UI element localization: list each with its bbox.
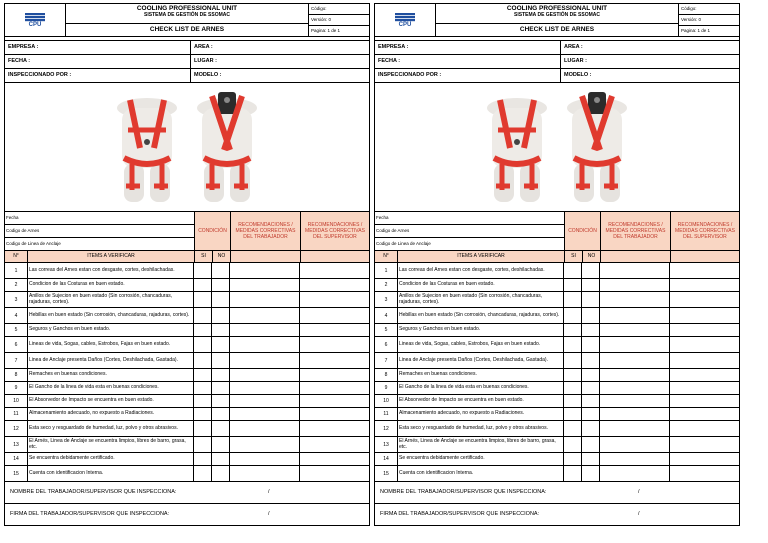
condicion-header: CONDICIÓN	[195, 212, 231, 250]
item-number: 6	[5, 337, 28, 352]
item-text: Almacenamiento adecuado, no expuesto a Radiaciones.	[28, 408, 194, 420]
rec-trabajador-cell[interactable]	[600, 466, 670, 481]
no-checkbox[interactable]	[582, 395, 600, 407]
item-text: El Gancho de la linea de vida esta en buenas condiciones.	[28, 382, 194, 394]
si-checkbox[interactable]	[564, 382, 582, 394]
no-checkbox[interactable]	[212, 279, 230, 291]
item-number: 13	[375, 437, 398, 452]
item-text: Seguros y Ganchos en buen estado.	[28, 324, 194, 336]
si-checkbox[interactable]	[564, 353, 582, 368]
rec-trabajador-cell[interactable]	[230, 369, 300, 381]
nombre-label: NOMBRE DEL TRABAJADOR/SUPERVISOR QUE INSPECCIONA:	[380, 489, 547, 495]
nombre-row[interactable]: NOMBRE DEL TRABAJADOR/SUPERVISOR QUE INSPECCIONA: /	[375, 482, 739, 504]
no-checkbox[interactable]	[212, 453, 230, 465]
item-text: Anillos de Sujecion en buen estado (Sin corrosión, chancaduras, rajaduras, cortes).	[28, 292, 194, 307]
si-checkbox[interactable]	[194, 337, 212, 352]
item-text: El Absorvedor de Impacto se encuentra en buen estado.	[28, 395, 194, 407]
item-number: 14	[375, 453, 398, 465]
area-field[interactable]: AREA :	[564, 44, 583, 50]
item-number: 12	[5, 421, 28, 436]
si-checkbox[interactable]	[564, 308, 582, 323]
item-number: 2	[5, 279, 28, 291]
rec-trabajador-cell[interactable]	[600, 337, 670, 352]
rec-supervisor-cell[interactable]	[300, 453, 369, 465]
table-row	[375, 263, 739, 279]
item-text: Cuenta con identificacion Interna.	[398, 466, 564, 481]
item-text: Las correas del Arnes estan con desgaste, cortes, deshilachadas.	[398, 263, 564, 278]
no-checkbox[interactable]	[582, 308, 600, 323]
item-number: 12	[375, 421, 398, 436]
item-text: Condicion de las Costuras en buen estado.	[28, 279, 194, 291]
rec-trabajador-cell[interactable]	[600, 279, 670, 291]
rec-trabajador-header: RECOMENDACIONES / MEDIDAS CORRECTIVAS DEL TRABAJADOR	[601, 212, 671, 250]
item-text: Condicion de las Costuras en buen estado.	[398, 279, 564, 291]
si-checkbox[interactable]	[194, 437, 212, 452]
table-row	[375, 408, 739, 421]
si-checkbox[interactable]	[564, 466, 582, 481]
document-title: CHECK LIST DE ARNES	[149, 26, 225, 33]
rec-trabajador-cell[interactable]	[230, 453, 300, 465]
rec-supervisor-cell[interactable]	[300, 466, 369, 481]
si-checkbox[interactable]	[194, 292, 212, 307]
item-text: Remaches en buenas condiciones.	[398, 369, 564, 381]
doc-page: Pagina: 1 de 1	[681, 28, 711, 33]
items-list	[375, 263, 739, 482]
si-checkbox[interactable]	[194, 324, 212, 336]
si-checkbox[interactable]	[194, 308, 212, 323]
item-text: Se encuentra debidamente certificado.	[398, 453, 564, 465]
item-number: 8	[5, 369, 28, 381]
harness-image	[472, 86, 642, 208]
fecha-label: Fecha	[375, 212, 564, 225]
si-checkbox[interactable]	[564, 292, 582, 307]
no-checkbox[interactable]	[212, 408, 230, 420]
item-number: 15	[375, 466, 398, 481]
rec-supervisor-cell[interactable]	[670, 263, 739, 278]
table-row	[5, 324, 369, 337]
item-number: 3	[5, 292, 28, 307]
no-checkbox[interactable]	[212, 308, 230, 323]
table-row	[5, 421, 369, 437]
item-number: 15	[5, 466, 28, 481]
si-checkbox[interactable]	[194, 421, 212, 436]
rec-trabajador-cell[interactable]	[600, 453, 670, 465]
item-text: El Absorvedor de Impacto se encuentra en buen estado.	[398, 395, 564, 407]
table-row	[375, 466, 739, 482]
table-row	[375, 292, 739, 308]
rec-supervisor-cell[interactable]	[300, 382, 369, 394]
rec-supervisor-cell[interactable]	[670, 292, 739, 307]
rec-trabajador-cell[interactable]	[230, 382, 300, 394]
lugar-field[interactable]: LUGAR :	[564, 58, 587, 64]
item-number: 5	[5, 324, 28, 336]
si-checkbox[interactable]	[564, 324, 582, 336]
inspeccionado-field[interactable]: INSPECCIONADO POR :	[375, 69, 561, 82]
company-logo	[5, 4, 66, 36]
item-number: 10	[375, 395, 398, 407]
no-checkbox[interactable]	[582, 421, 600, 436]
si-checkbox[interactable]	[564, 408, 582, 420]
item-text: Seguros y Ganchos en buen estado.	[398, 324, 564, 336]
logo-text: CPU	[398, 22, 412, 28]
item-text: El Arnés, Linea de Anclaje se encuentra limpios, libres de barro, grasa, etc.	[398, 437, 564, 452]
si-checkbox[interactable]	[194, 353, 212, 368]
no-checkbox[interactable]	[582, 466, 600, 481]
item-text: Hebillas en buen estado (Sin corrosión, chancaduras, rajaduras, cortes).	[398, 308, 564, 323]
rec-trabajador-cell[interactable]	[230, 421, 300, 436]
item-number: 3	[375, 292, 398, 307]
items-header: ITEMS A VERIFICAR	[398, 251, 565, 262]
rec-supervisor-cell[interactable]	[300, 263, 369, 278]
item-number: 7	[5, 353, 28, 368]
harness-photo	[5, 83, 369, 212]
item-number: 13	[5, 437, 28, 452]
doc-version: Versión: 0	[679, 15, 739, 26]
rec-trabajador-cell[interactable]	[230, 466, 300, 481]
rec-trabajador-cell[interactable]	[230, 408, 300, 420]
table-row	[5, 279, 369, 292]
item-text: Lineas de vida, Sogas, cables, Estrobos, Fajas en buen estado.	[398, 337, 564, 352]
firma-label: FIRMA DEL TRABAJADOR/SUPERVISOR QUE INSPECCIONA:	[380, 511, 540, 517]
rec-supervisor-header: RECOMENDACIONES / MEDIDAS CORRECTIVAS DEL SUPERVISOR	[301, 212, 369, 250]
rec-trabajador-cell[interactable]	[600, 437, 670, 452]
si-checkbox[interactable]	[564, 395, 582, 407]
document-meta	[309, 4, 369, 36]
fecha-label: Fecha	[5, 212, 194, 225]
rec-trabajador-cell[interactable]	[230, 437, 300, 452]
rec-supervisor-cell[interactable]	[670, 337, 739, 352]
item-text: Linea de Anclaje presenta Daños (Cortes, Deshilachada, Gastada).	[28, 353, 194, 368]
rec-trabajador-cell[interactable]	[230, 337, 300, 352]
rec-supervisor-cell[interactable]	[670, 279, 739, 291]
inspeccionado-field[interactable]: INSPECCIONADO POR :	[5, 69, 191, 82]
table-row	[5, 408, 369, 421]
empresa-field[interactable]: EMPRESA :	[375, 41, 561, 54]
num-header: N°	[5, 251, 28, 262]
si-checkbox[interactable]	[564, 279, 582, 291]
si-checkbox[interactable]	[194, 408, 212, 420]
nombre-label: NOMBRE DEL TRABAJADOR/SUPERVISOR QUE INSPECCIONA:	[10, 489, 177, 495]
harness-photo	[375, 83, 739, 212]
si-checkbox[interactable]	[564, 337, 582, 352]
item-number: 10	[5, 395, 28, 407]
rec-supervisor-cell[interactable]	[300, 324, 369, 336]
rec-supervisor-cell[interactable]	[300, 437, 369, 452]
no-checkbox[interactable]	[582, 279, 600, 291]
table-row	[375, 395, 739, 408]
item-text: Cuenta con identificacion Interna.	[28, 466, 194, 481]
fecha-field[interactable]: FECHA :	[5, 55, 191, 68]
doc-version: Versión: 0	[309, 15, 369, 26]
no-checkbox[interactable]	[582, 263, 600, 278]
item-text: El Gancho de la linea de vida esta en buenas condiciones.	[398, 382, 564, 394]
rec-supervisor-cell[interactable]	[300, 353, 369, 368]
sheet-header	[375, 4, 739, 37]
no-checkbox[interactable]	[582, 437, 600, 452]
no-header: NO	[583, 251, 601, 262]
table-row	[375, 308, 739, 324]
rec-supervisor-cell[interactable]	[670, 308, 739, 323]
table-row	[5, 353, 369, 369]
si-checkbox[interactable]	[194, 263, 212, 278]
rec-supervisor-cell[interactable]	[670, 466, 739, 481]
no-checkbox[interactable]	[212, 292, 230, 307]
no-checkbox[interactable]	[212, 324, 230, 336]
si-checkbox[interactable]	[194, 453, 212, 465]
system-name: SISTEMA DE GESTIÓN DE SSOMAC	[144, 12, 230, 18]
rec-trabajador-cell[interactable]	[230, 308, 300, 323]
checklist-sheet	[4, 3, 370, 526]
item-text: Anillos de Sujecion en buen estado (Sin corrosión, chancaduras, rajaduras, cortes).	[398, 292, 564, 307]
nombre-row[interactable]: NOMBRE DEL TRABAJADOR/SUPERVISOR QUE INSPECCIONA: /	[5, 482, 369, 504]
table-row	[5, 395, 369, 408]
no-checkbox[interactable]	[212, 437, 230, 452]
rec-supervisor-cell[interactable]	[670, 437, 739, 452]
item-text: Esta seco y resguardado de humedad, luz, polvo y otros abrasivos.	[28, 421, 194, 436]
rec-supervisor-header: RECOMENDACIONES / MEDIDAS CORRECTIVAS DEL SUPERVISOR	[671, 212, 739, 250]
item-number: 4	[375, 308, 398, 323]
item-number: 6	[375, 337, 398, 352]
no-checkbox[interactable]	[582, 453, 600, 465]
doc-page: Pagina: 1 de 1	[311, 28, 341, 33]
item-number: 1	[375, 263, 398, 278]
rec-trabajador-cell[interactable]	[600, 263, 670, 278]
harness-image	[102, 86, 272, 208]
doc-code: Código:	[679, 4, 739, 15]
si-checkbox[interactable]	[564, 369, 582, 381]
si-checkbox[interactable]	[194, 466, 212, 481]
si-checkbox[interactable]	[564, 437, 582, 452]
codigo-arnes-label: Codigo de Arnes	[5, 225, 194, 238]
rec-trabajador-cell[interactable]	[600, 353, 670, 368]
rec-supervisor-cell[interactable]	[300, 421, 369, 436]
document-meta	[679, 4, 739, 36]
rec-trabajador-cell[interactable]	[230, 395, 300, 407]
no-checkbox[interactable]	[582, 292, 600, 307]
table-row	[375, 382, 739, 395]
rec-trabajador-cell[interactable]	[230, 263, 300, 278]
no-checkbox[interactable]	[212, 395, 230, 407]
items-list	[5, 263, 369, 482]
item-number: 11	[375, 408, 398, 420]
rec-trabajador-header: RECOMENDACIONES / MEDIDAS CORRECTIVAS DEL TRABAJADOR	[231, 212, 301, 250]
rec-trabajador-cell[interactable]	[600, 421, 670, 436]
rec-supervisor-cell[interactable]	[300, 337, 369, 352]
si-checkbox[interactable]	[194, 395, 212, 407]
rec-trabajador-cell[interactable]	[230, 292, 300, 307]
company-logo	[375, 4, 436, 36]
si-checkbox[interactable]	[564, 263, 582, 278]
rec-supervisor-cell[interactable]	[670, 324, 739, 336]
rec-supervisor-cell[interactable]	[670, 395, 739, 407]
modelo-field[interactable]: MODELO :	[194, 72, 222, 78]
condicion-header: CONDICIÓN	[565, 212, 601, 250]
table-row	[375, 324, 739, 337]
rec-trabajador-cell[interactable]	[600, 408, 670, 420]
si-header: SI	[195, 251, 213, 262]
si-header: SI	[565, 251, 583, 262]
cpu-logo-icon	[24, 12, 46, 22]
firma-label: FIRMA DEL TRABAJADOR/SUPERVISOR QUE INSPECCIONA:	[10, 511, 170, 517]
item-number: 2	[375, 279, 398, 291]
table-row	[5, 263, 369, 279]
table-row	[375, 437, 739, 453]
rec-trabajador-cell[interactable]	[230, 324, 300, 336]
si-checkbox[interactable]	[194, 382, 212, 394]
si-checkbox[interactable]	[564, 453, 582, 465]
rec-supervisor-cell[interactable]	[670, 453, 739, 465]
item-text: Almacenamiento adecuado, no expuesto a Radiaciones.	[398, 408, 564, 420]
doc-code: Código:	[309, 4, 369, 15]
system-name: SISTEMA DE GESTIÓN DE SSOMAC	[514, 12, 600, 18]
table-row	[5, 453, 369, 466]
rec-trabajador-cell[interactable]	[230, 353, 300, 368]
item-text: Linea de Anclaje presenta Daños (Cortes, Deshilachada, Gastada).	[398, 353, 564, 368]
no-checkbox[interactable]	[212, 369, 230, 381]
item-text: Hebillas en buen estado (Sin corrosión, chancaduras, rajaduras, cortes).	[28, 308, 194, 323]
rec-trabajador-cell[interactable]	[600, 395, 670, 407]
item-text: El Arnés, Linea de Anclaje se encuentra limpios, libres de barro, grasa, etc.	[28, 437, 194, 452]
codigo-arnes-label: Codigo de Arnes	[375, 225, 564, 238]
table-row	[375, 369, 739, 382]
rec-supervisor-cell[interactable]	[300, 395, 369, 407]
area-field[interactable]: AREA :	[194, 44, 213, 50]
rec-trabajador-cell[interactable]	[600, 308, 670, 323]
rec-trabajador-cell[interactable]	[600, 369, 670, 381]
item-number: 7	[375, 353, 398, 368]
table-row	[375, 421, 739, 437]
rec-supervisor-cell[interactable]	[670, 408, 739, 420]
no-checkbox[interactable]	[582, 382, 600, 394]
logo-text: CPU	[28, 22, 42, 28]
rec-trabajador-cell[interactable]	[230, 279, 300, 291]
table-row	[5, 437, 369, 453]
item-number: 5	[375, 324, 398, 336]
no-checkbox[interactable]	[212, 421, 230, 436]
document-title: CHECK LIST DE ARNES	[519, 26, 595, 33]
no-checkbox[interactable]	[582, 369, 600, 381]
rec-supervisor-cell[interactable]	[300, 369, 369, 381]
table-row	[5, 308, 369, 324]
rec-supervisor-cell[interactable]	[670, 369, 739, 381]
item-text: Lineas de vida, Sogas, cables, Estrobos, Fajas en buen estado.	[28, 337, 194, 352]
no-checkbox[interactable]	[212, 263, 230, 278]
rec-supervisor-cell[interactable]	[670, 382, 739, 394]
item-text: Remaches en buenas condiciones.	[28, 369, 194, 381]
sheet-header	[5, 4, 369, 37]
rec-supervisor-cell[interactable]	[300, 308, 369, 323]
num-header: N°	[375, 251, 398, 262]
rec-supervisor-cell[interactable]	[670, 421, 739, 436]
table-row	[5, 337, 369, 353]
item-number: 9	[5, 382, 28, 394]
item-number: 9	[375, 382, 398, 394]
item-number: 11	[5, 408, 28, 420]
modelo-field[interactable]: MODELO :	[564, 72, 592, 78]
table-row	[375, 279, 739, 292]
rec-trabajador-cell[interactable]	[600, 324, 670, 336]
firma-row[interactable]: FIRMA DEL TRABAJADOR/SUPERVISOR QUE INSPECCIONA: /	[380, 511, 640, 517]
si-checkbox[interactable]	[194, 369, 212, 381]
table-row	[375, 337, 739, 353]
table-row	[5, 382, 369, 395]
item-number: 1	[5, 263, 28, 278]
rec-supervisor-cell[interactable]	[670, 353, 739, 368]
item-number: 4	[5, 308, 28, 323]
item-number: 8	[375, 369, 398, 381]
firma-row[interactable]: FIRMA DEL TRABAJADOR/SUPERVISOR QUE INSPECCIONA: /	[10, 511, 270, 517]
no-header: NO	[213, 251, 231, 262]
no-checkbox[interactable]	[582, 337, 600, 352]
item-text: Esta seco y resguardado de humedad, luz, polvo y otros abrasivos.	[398, 421, 564, 436]
no-checkbox[interactable]	[582, 408, 600, 420]
fecha-field[interactable]: FECHA :	[375, 55, 561, 68]
item-text: Se encuentra debidamente certificado.	[28, 453, 194, 465]
checklist-sheet	[374, 3, 740, 526]
si-checkbox[interactable]	[564, 421, 582, 436]
no-checkbox[interactable]	[212, 337, 230, 352]
no-checkbox[interactable]	[582, 324, 600, 336]
rec-trabajador-cell[interactable]	[600, 292, 670, 307]
no-checkbox[interactable]	[582, 353, 600, 368]
item-text: Las correas del Arnes estan con desgaste, cortes, deshilachadas.	[28, 263, 194, 278]
no-checkbox[interactable]	[212, 466, 230, 481]
codigo-linea-label: Codigo de Linea de Anclaje	[376, 241, 431, 246]
si-checkbox[interactable]	[194, 279, 212, 291]
item-number: 14	[5, 453, 28, 465]
rec-supervisor-cell[interactable]	[300, 279, 369, 291]
table-row	[5, 292, 369, 308]
company-name: COOLING PROFESSIONAL UNIT SISTEMA DE GESTIÓN DE SSOMAC	[66, 4, 308, 24]
lugar-field[interactable]: LUGAR :	[194, 58, 217, 64]
items-header: ITEMS A VERIFICAR	[28, 251, 195, 262]
no-checkbox[interactable]	[212, 353, 230, 368]
rec-trabajador-cell[interactable]	[600, 382, 670, 394]
rec-supervisor-cell[interactable]	[300, 292, 369, 307]
no-checkbox[interactable]	[212, 382, 230, 394]
table-row	[5, 466, 369, 482]
codigo-linea-label: Codigo de Linea de Anclaje	[6, 241, 61, 246]
rec-supervisor-cell[interactable]	[300, 408, 369, 420]
company-name: COOLING PROFESSIONAL UNIT SISTEMA DE GESTIÓN DE SSOMAC	[436, 4, 678, 24]
table-row	[5, 369, 369, 382]
table-row	[375, 353, 739, 369]
empresa-field[interactable]: EMPRESA :	[5, 41, 191, 54]
table-row	[375, 453, 739, 466]
cpu-logo-icon	[394, 12, 416, 22]
